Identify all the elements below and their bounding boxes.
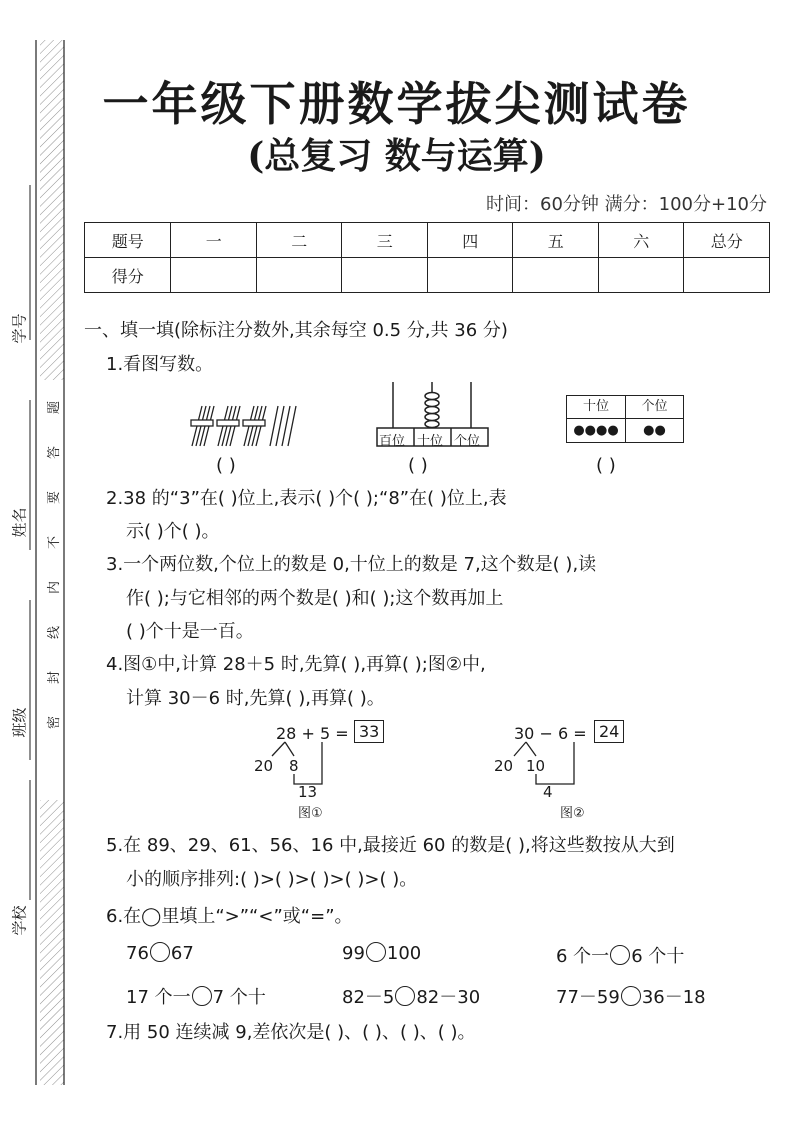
abacus-label: 十位 [417, 434, 444, 449]
compare-item: 77－59 36－18 [556, 987, 706, 1008]
question-7: 7.用 50 连续减 9,差依次是( )、( )、( )、( )。 [106, 1022, 476, 1043]
question-5-cont: 小的顺序排列:( )>( )>( )>( )>( )。 [126, 869, 418, 890]
warning-char: 不 [47, 535, 63, 550]
table-header: 个位 [626, 396, 683, 419]
answer-blank[interactable]: ( ) [216, 455, 236, 476]
score-table [84, 222, 770, 293]
score-input-cell[interactable] [598, 258, 684, 293]
answer-blank[interactable]: ( ) [408, 455, 428, 476]
table-cell: 总分 [684, 223, 770, 258]
table-cell: 二 [256, 223, 342, 258]
question-1: 1.看图写数。 [106, 354, 214, 375]
compare-circle[interactable] [192, 986, 212, 1006]
score-input-cell[interactable] [513, 258, 599, 293]
table-cell: 五 [513, 223, 599, 258]
place-value-table [566, 395, 684, 443]
compare-circle[interactable] [610, 945, 630, 965]
fig1-split-ones: 8 [289, 757, 299, 775]
question-6: 6.在◯里填上“>”“<”或“=”。 [106, 906, 353, 927]
exam-meta: 时间：60分钟 满分：100分+10分 [486, 194, 767, 215]
warning-char: 题 [47, 400, 63, 415]
compare-item: 17 个一 7 个十 [126, 987, 266, 1008]
table-cell: 六 [598, 223, 684, 258]
fig2-split-tens: 20 [494, 757, 514, 775]
fig1-sum: 13 [298, 783, 318, 801]
table-cell: 一 [171, 223, 257, 258]
fig1-answer: 33 [354, 720, 384, 743]
question-2-cont: 示( )个( )。 [126, 521, 220, 542]
page-title: 一年级下册数学拔尖测试卷 [102, 77, 691, 131]
table-cell: 题号 [85, 223, 171, 258]
compare-item: 6 个一 6 个十 [556, 946, 685, 967]
score-input-cell[interactable] [342, 258, 428, 293]
ones-dots: ●● [643, 423, 666, 438]
table-cell: 得分 [85, 258, 171, 293]
section-heading: 一、填一填(除标注分数外,其余每空 0.5 分,共 36 分) [84, 320, 508, 341]
sticks-figure [188, 400, 298, 450]
tens-dots: ●●●● [567, 419, 626, 442]
abacus-label: 个位 [454, 434, 481, 449]
question-2: 2.38 的“3”在( )位上,表示( )个( );“8”在( )位上,表 [106, 488, 507, 509]
warning-char: 答 [47, 445, 63, 460]
fig2-caption: 图② [560, 806, 585, 821]
fig2-answer: 24 [594, 720, 624, 743]
fig2-sum: 4 [543, 783, 553, 801]
warning-char: 要 [47, 490, 63, 505]
class-label: 班级 [10, 707, 29, 738]
compare-circle[interactable] [621, 986, 641, 1006]
score-input-cell[interactable] [256, 258, 342, 293]
table-header: 十位 [567, 396, 626, 419]
warning-char: 密 [47, 715, 63, 730]
compare-circle[interactable] [366, 942, 386, 962]
question-5: 5.在 89、29、61、56、16 中,最接近 60 的数是( ),将这些数按从大到 [106, 835, 675, 856]
page-subtitle: (总复习 数与运算) [247, 135, 546, 177]
fig1-split-tens: 20 [254, 757, 274, 775]
question-4: 4.图①中,计算 28＋5 时,先算( ),再算( );图②中, [106, 654, 486, 675]
question-4-cont: 计算 30－6 时,先算( ),再算( )。 [126, 688, 385, 709]
compare-circle[interactable] [150, 942, 170, 962]
table-row [85, 258, 770, 293]
question-3: 3.一个两位数,个位上的数是 0,十位上的数是 7,这个数是( ),读 [106, 554, 597, 575]
answer-blank[interactable]: ( ) [596, 455, 616, 476]
fig1-expression: 28 + 5 = [276, 724, 349, 743]
fig1-caption: 图① [298, 806, 323, 821]
warning-char: 内 [47, 580, 63, 595]
question-3-cont: 作( );与它相邻的两个数是( )和( );这个数再加上 [126, 588, 504, 609]
compare-item: 76 67 [126, 943, 194, 964]
school-label: 学校 [10, 905, 29, 936]
name-label: 姓名 [10, 507, 29, 538]
warning-char: 封 [47, 670, 63, 685]
fig2-expression: 30 − 6 = [514, 724, 587, 743]
abacus-label: 百位 [379, 434, 406, 449]
table-cell: 三 [342, 223, 428, 258]
score-input-cell[interactable] [684, 258, 770, 293]
table-cell: 四 [427, 223, 513, 258]
compare-item: 82－5 82－30 [342, 987, 481, 1008]
student-id-label: 学号 [10, 313, 29, 344]
fig2-split-ones: 10 [526, 757, 546, 775]
compare-circle[interactable] [395, 986, 415, 1006]
table-row [85, 223, 770, 258]
warning-char: 线 [47, 625, 63, 640]
question-3-cont: ( )个十是一百。 [126, 621, 254, 642]
score-input-cell[interactable] [171, 258, 257, 293]
compare-item: 99 100 [342, 943, 422, 964]
score-input-cell[interactable] [427, 258, 513, 293]
